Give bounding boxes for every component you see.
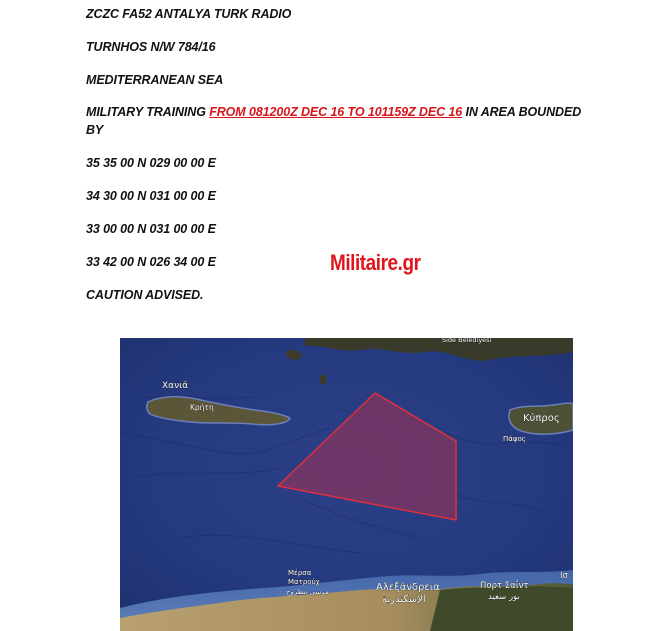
label-mersa-greek: Μέρσα [288,569,312,577]
training-prefix: MILITARY TRAINING [86,105,210,119]
caution-note: CAUTION ADVISED. [86,288,204,302]
training-continuation: BY [86,123,104,137]
label-crete: Κρήτη [190,403,214,412]
label-matrouh-greek: Ματρούχ [288,578,320,586]
label-alexandria-arabic: الإسكندرية [382,594,426,605]
label-side: Side Belediyesi [442,338,492,344]
watermark-logo: Militaire.gr [330,250,421,275]
label-alexandria-greek: Αλεξάνδρεια [376,582,440,593]
label-chania: Χανιά [162,381,189,391]
label-israel-partial: Ισ [560,571,568,581]
label-portsaid-arabic: بور سعيد [488,592,520,602]
notice-id: TURNHOS N/W 784/16 [86,40,216,54]
coordinate-2: 34 30 00 N 031 00 00 E [86,189,216,203]
label-portsaid-greek: Πορτ Σαΐντ [480,581,529,591]
coordinate-4: 33 42 00 N 026 34 00 E [86,255,216,269]
message-header: ZCZC FA52 ANTALYA TURK RADIO [86,7,292,21]
training-period-link[interactable]: FROM 081200Z DEC 16 TO 101159Z DEC 16 [209,105,463,119]
satellite-map [120,338,573,631]
label-paphos: Πάφος [503,435,526,443]
coordinate-3: 33 00 00 N 031 00 00 E [86,222,216,236]
sea-name: MEDITERRANEAN SEA [86,73,224,87]
label-cyprus: Κύπρος [523,413,560,424]
coordinate-1: 35 35 00 N 029 00 00 E [86,156,216,170]
training-line [86,105,581,119]
label-mersa-arabic: مرسى مطروح [286,588,329,596]
training-suffix: IN AREA BOUNDED [462,105,582,119]
